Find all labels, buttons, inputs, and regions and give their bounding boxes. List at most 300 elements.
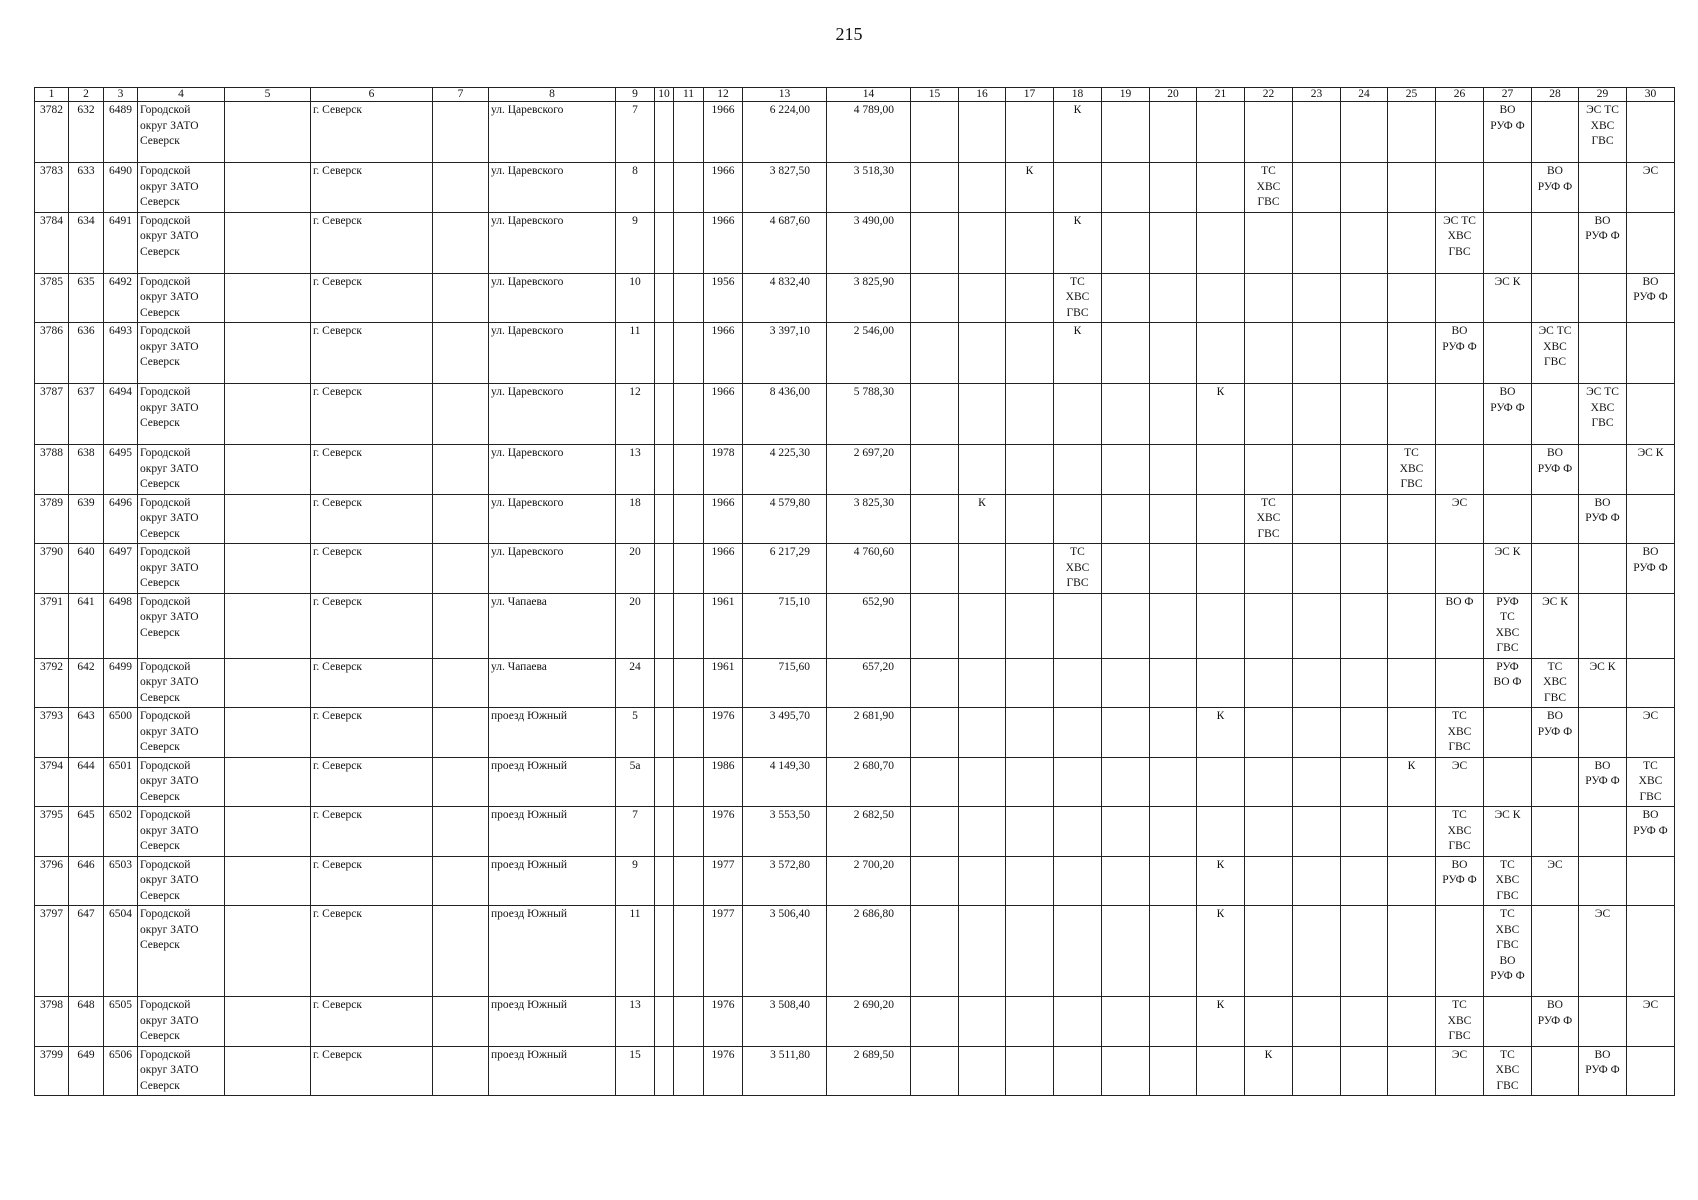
work-type-cell-29: ВО РУФ Ф [1579, 212, 1627, 273]
house-number-cell: 20 [616, 544, 655, 594]
column-10-cell [655, 856, 674, 906]
work-type-cell-24 [1341, 1046, 1388, 1096]
column-5-cell [225, 323, 311, 384]
work-type-cell-27 [1484, 163, 1532, 213]
table-row [35, 163, 1675, 213]
work-type-cell-29 [1579, 273, 1627, 323]
record-id-cell: 6489 [104, 102, 138, 163]
work-type-cell-23 [1293, 593, 1341, 658]
column-11-cell [674, 997, 704, 1047]
work-type-cell-20 [1150, 757, 1197, 807]
table-row [35, 273, 1675, 323]
column-11-cell [674, 323, 704, 384]
work-type-cell-21: К [1197, 708, 1245, 758]
work-type-cell-18 [1054, 757, 1102, 807]
record-id-cell: 6498 [104, 593, 138, 658]
work-type-cell-21 [1197, 1046, 1245, 1096]
row-number-cell: 3797 [35, 906, 69, 997]
total-area-cell: 3 553,50 [743, 807, 827, 857]
work-type-cell-17 [1006, 658, 1054, 708]
sequence-number-cell: 638 [69, 445, 104, 495]
work-type-cell-27 [1484, 708, 1532, 758]
record-id-cell: 6503 [104, 856, 138, 906]
column-7-cell [433, 593, 489, 658]
column-number-13: 13 [743, 88, 827, 102]
work-type-cell-21 [1197, 102, 1245, 163]
work-type-cell-28 [1532, 906, 1579, 997]
settlement-cell: г. Северск [311, 494, 433, 544]
work-type-cell-25: ТС ХВС ГВС [1388, 445, 1436, 495]
record-id-cell: 6493 [104, 323, 138, 384]
work-type-cell-25 [1388, 384, 1436, 445]
work-type-cell-16 [959, 1046, 1006, 1096]
work-type-cell-30: ЭС [1627, 997, 1675, 1047]
house-number-cell: 12 [616, 384, 655, 445]
house-number-cell: 13 [616, 445, 655, 495]
year-built-cell: 1961 [704, 593, 743, 658]
work-type-cell-27: РУФ ВО Ф [1484, 658, 1532, 708]
column-11-cell [674, 757, 704, 807]
work-type-cell-21: К [1197, 997, 1245, 1047]
column-number-5: 5 [225, 88, 311, 102]
street-cell: проезд Южный [489, 807, 616, 857]
work-type-cell-20 [1150, 906, 1197, 997]
street-cell: проезд Южный [489, 997, 616, 1047]
total-area-cell: 4 225,30 [743, 445, 827, 495]
work-type-cell-20 [1150, 856, 1197, 906]
work-type-cell-22 [1245, 807, 1293, 857]
work-type-cell-15 [911, 494, 959, 544]
column-11-cell [674, 1046, 704, 1096]
work-type-cell-30: ВО РУФ Ф [1627, 273, 1675, 323]
work-type-cell-19 [1102, 445, 1150, 495]
column-10-cell [655, 163, 674, 213]
work-type-cell-29 [1579, 445, 1627, 495]
column-5-cell [225, 708, 311, 758]
municipality-cell: Городской округ ЗАТО Северск [138, 757, 225, 807]
record-id-cell: 6490 [104, 163, 138, 213]
municipality-cell: Городской округ ЗАТО Северск [138, 494, 225, 544]
work-type-cell-22 [1245, 658, 1293, 708]
sequence-number-cell: 635 [69, 273, 104, 323]
total-area-cell: 3 827,50 [743, 163, 827, 213]
living-area-cell: 2 546,00 [827, 323, 911, 384]
column-7-cell [433, 757, 489, 807]
work-type-cell-19 [1102, 212, 1150, 273]
total-area-cell: 715,10 [743, 593, 827, 658]
work-type-cell-26 [1436, 544, 1484, 594]
column-10-cell [655, 658, 674, 708]
work-type-cell-17 [1006, 1046, 1054, 1096]
work-type-cell-17 [1006, 708, 1054, 758]
row-number-cell: 3785 [35, 273, 69, 323]
column-5-cell [225, 593, 311, 658]
work-type-cell-23 [1293, 757, 1341, 807]
living-area-cell: 2 686,80 [827, 906, 911, 997]
street-cell: ул. Царевского [489, 544, 616, 594]
work-type-cell-25 [1388, 593, 1436, 658]
work-type-cell-24 [1341, 445, 1388, 495]
work-type-cell-27 [1484, 445, 1532, 495]
work-type-cell-28 [1532, 273, 1579, 323]
table-row [35, 544, 1675, 594]
row-number-cell: 3791 [35, 593, 69, 658]
work-type-cell-30 [1627, 323, 1675, 384]
work-type-cell-16 [959, 273, 1006, 323]
work-type-cell-25: К [1388, 757, 1436, 807]
column-7-cell [433, 163, 489, 213]
column-10-cell [655, 323, 674, 384]
work-type-cell-16 [959, 163, 1006, 213]
work-type-cell-26 [1436, 384, 1484, 445]
work-type-cell-15 [911, 906, 959, 997]
settlement-cell: г. Северск [311, 658, 433, 708]
municipality-cell: Городской округ ЗАТО Северск [138, 593, 225, 658]
work-type-cell-18 [1054, 593, 1102, 658]
work-type-cell-28 [1532, 807, 1579, 857]
column-10-cell [655, 273, 674, 323]
work-type-cell-22 [1245, 384, 1293, 445]
street-cell: ул. Царевского [489, 212, 616, 273]
municipality-cell: Городской округ ЗАТО Северск [138, 212, 225, 273]
column-number-21: 21 [1197, 88, 1245, 102]
living-area-cell: 2 682,50 [827, 807, 911, 857]
municipality-cell: Городской округ ЗАТО Северск [138, 906, 225, 997]
municipality-cell: Городской округ ЗАТО Северск [138, 708, 225, 758]
column-10-cell [655, 445, 674, 495]
work-type-cell-16 [959, 544, 1006, 594]
column-7-cell [433, 323, 489, 384]
work-type-cell-17 [1006, 273, 1054, 323]
street-cell: ул. Царевского [489, 163, 616, 213]
row-number-cell: 3789 [35, 494, 69, 544]
work-type-cell-26: ЭС [1436, 494, 1484, 544]
work-type-cell-26: ВО Ф [1436, 593, 1484, 658]
work-type-cell-29 [1579, 807, 1627, 857]
column-number-23: 23 [1293, 88, 1341, 102]
work-type-cell-15 [911, 807, 959, 857]
living-area-cell: 2 697,20 [827, 445, 911, 495]
work-type-cell-30: ЭС К [1627, 445, 1675, 495]
settlement-cell: г. Северск [311, 544, 433, 594]
work-type-cell-22 [1245, 544, 1293, 594]
settlement-cell: г. Северск [311, 163, 433, 213]
total-area-cell: 3 397,10 [743, 323, 827, 384]
work-type-cell-26: ТС ХВС ГВС [1436, 997, 1484, 1047]
work-type-cell-22 [1245, 212, 1293, 273]
column-7-cell [433, 1046, 489, 1096]
column-number-3: 3 [104, 88, 138, 102]
work-type-cell-27 [1484, 323, 1532, 384]
work-type-cell-17: К [1006, 163, 1054, 213]
municipality-cell: Городской округ ЗАТО Северск [138, 1046, 225, 1096]
work-type-cell-27: ТС ХВС ГВС ВО РУФ Ф [1484, 906, 1532, 997]
work-type-cell-28 [1532, 102, 1579, 163]
year-built-cell: 1966 [704, 384, 743, 445]
column-number-11: 11 [674, 88, 704, 102]
work-type-cell-19 [1102, 544, 1150, 594]
column-number-row [35, 88, 1675, 102]
work-type-cell-24 [1341, 273, 1388, 323]
total-area-cell: 4 832,40 [743, 273, 827, 323]
work-type-cell-28: ВО РУФ Ф [1532, 163, 1579, 213]
record-id-cell: 6497 [104, 544, 138, 594]
table-row [35, 856, 1675, 906]
work-type-cell-19 [1102, 997, 1150, 1047]
work-type-cell-19 [1102, 593, 1150, 658]
settlement-cell: г. Северск [311, 906, 433, 997]
work-type-cell-27: ЭС К [1484, 273, 1532, 323]
street-cell: ул. Царевского [489, 494, 616, 544]
sequence-number-cell: 632 [69, 102, 104, 163]
living-area-cell: 3 490,00 [827, 212, 911, 273]
house-number-cell: 20 [616, 593, 655, 658]
living-area-cell: 657,20 [827, 658, 911, 708]
street-cell: ул. Царевского [489, 384, 616, 445]
municipality-cell: Городской округ ЗАТО Северск [138, 997, 225, 1047]
work-type-cell-20 [1150, 163, 1197, 213]
row-number-cell: 3793 [35, 708, 69, 758]
total-area-cell: 3 572,80 [743, 856, 827, 906]
work-type-cell-16 [959, 906, 1006, 997]
column-number-16: 16 [959, 88, 1006, 102]
column-5-cell [225, 384, 311, 445]
work-type-cell-19 [1102, 273, 1150, 323]
table-row [35, 323, 1675, 384]
work-type-cell-18: ТС ХВС ГВС [1054, 273, 1102, 323]
municipality-cell: Городской округ ЗАТО Северск [138, 323, 225, 384]
work-type-cell-20 [1150, 807, 1197, 857]
sequence-number-cell: 646 [69, 856, 104, 906]
work-type-cell-26: ВО РУФ Ф [1436, 856, 1484, 906]
settlement-cell: г. Северск [311, 445, 433, 495]
work-type-cell-18: К [1054, 212, 1102, 273]
work-type-cell-29 [1579, 163, 1627, 213]
work-type-cell-15 [911, 212, 959, 273]
row-number-cell: 3783 [35, 163, 69, 213]
work-type-cell-15 [911, 757, 959, 807]
work-type-cell-15 [911, 997, 959, 1047]
table-row [35, 384, 1675, 445]
total-area-cell: 4 687,60 [743, 212, 827, 273]
street-cell: проезд Южный [489, 1046, 616, 1096]
work-type-cell-22 [1245, 708, 1293, 758]
work-type-cell-16 [959, 445, 1006, 495]
living-area-cell: 2 690,20 [827, 997, 911, 1047]
work-type-cell-26 [1436, 906, 1484, 997]
sequence-number-cell: 634 [69, 212, 104, 273]
table-row [35, 708, 1675, 758]
work-type-cell-29: ВО РУФ Ф [1579, 494, 1627, 544]
street-cell: ул. Царевского [489, 102, 616, 163]
work-type-cell-23 [1293, 494, 1341, 544]
total-area-cell: 3 495,70 [743, 708, 827, 758]
work-type-cell-16 [959, 102, 1006, 163]
street-cell: проезд Южный [489, 906, 616, 997]
work-type-cell-19 [1102, 906, 1150, 997]
house-number-cell: 5а [616, 757, 655, 807]
column-10-cell [655, 544, 674, 594]
work-type-cell-18 [1054, 163, 1102, 213]
house-number-cell: 7 [616, 807, 655, 857]
work-type-cell-29 [1579, 708, 1627, 758]
column-number-30: 30 [1627, 88, 1675, 102]
work-type-cell-21: К [1197, 384, 1245, 445]
year-built-cell: 1977 [704, 856, 743, 906]
column-5-cell [225, 445, 311, 495]
work-type-cell-25 [1388, 997, 1436, 1047]
work-type-cell-16 [959, 384, 1006, 445]
column-5-cell [225, 1046, 311, 1096]
work-type-cell-30 [1627, 102, 1675, 163]
column-11-cell [674, 544, 704, 594]
row-number-cell: 3788 [35, 445, 69, 495]
column-7-cell [433, 384, 489, 445]
record-id-cell: 6506 [104, 1046, 138, 1096]
work-type-cell-18 [1054, 856, 1102, 906]
work-type-cell-25 [1388, 273, 1436, 323]
living-area-cell: 3 825,30 [827, 494, 911, 544]
work-type-cell-15 [911, 273, 959, 323]
work-type-cell-23 [1293, 856, 1341, 906]
work-type-cell-27: ВО РУФ Ф [1484, 384, 1532, 445]
work-type-cell-26: ВО РУФ Ф [1436, 323, 1484, 384]
work-type-cell-26 [1436, 163, 1484, 213]
work-type-cell-16 [959, 708, 1006, 758]
column-number-20: 20 [1150, 88, 1197, 102]
work-type-cell-20 [1150, 212, 1197, 273]
work-type-cell-29: ВО РУФ Ф [1579, 1046, 1627, 1096]
work-type-cell-18 [1054, 807, 1102, 857]
work-type-cell-27: ЭС К [1484, 807, 1532, 857]
work-type-cell-24 [1341, 544, 1388, 594]
work-type-cell-17 [1006, 102, 1054, 163]
street-cell: проезд Южный [489, 856, 616, 906]
work-type-cell-24 [1341, 212, 1388, 273]
column-11-cell [674, 494, 704, 544]
column-11-cell [674, 273, 704, 323]
work-type-cell-23 [1293, 906, 1341, 997]
total-area-cell: 3 506,40 [743, 906, 827, 997]
column-number-17: 17 [1006, 88, 1054, 102]
work-type-cell-18: К [1054, 102, 1102, 163]
column-10-cell [655, 757, 674, 807]
house-number-cell: 13 [616, 997, 655, 1047]
column-number-2: 2 [69, 88, 104, 102]
sequence-number-cell: 641 [69, 593, 104, 658]
column-5-cell [225, 273, 311, 323]
work-type-cell-19 [1102, 323, 1150, 384]
column-11-cell [674, 658, 704, 708]
column-number-29: 29 [1579, 88, 1627, 102]
settlement-cell: г. Северск [311, 273, 433, 323]
work-type-cell-17 [1006, 384, 1054, 445]
house-number-cell: 11 [616, 323, 655, 384]
work-type-cell-27 [1484, 212, 1532, 273]
work-type-cell-21 [1197, 494, 1245, 544]
settlement-cell: г. Северск [311, 708, 433, 758]
sequence-number-cell: 636 [69, 323, 104, 384]
house-number-cell: 18 [616, 494, 655, 544]
column-7-cell [433, 102, 489, 163]
sequence-number-cell: 649 [69, 1046, 104, 1096]
work-type-cell-24 [1341, 757, 1388, 807]
municipality-cell: Городской округ ЗАТО Северск [138, 807, 225, 857]
work-type-cell-29: ЭС [1579, 906, 1627, 997]
work-type-cell-25 [1388, 1046, 1436, 1096]
total-area-cell: 3 511,80 [743, 1046, 827, 1096]
year-built-cell: 1977 [704, 906, 743, 997]
work-type-cell-25 [1388, 708, 1436, 758]
column-7-cell [433, 856, 489, 906]
work-type-cell-20 [1150, 593, 1197, 658]
work-type-cell-21 [1197, 163, 1245, 213]
work-type-cell-18 [1054, 494, 1102, 544]
work-type-cell-25 [1388, 658, 1436, 708]
row-number-cell: 3784 [35, 212, 69, 273]
work-type-cell-23 [1293, 807, 1341, 857]
municipality-cell: Городской округ ЗАТО Северск [138, 163, 225, 213]
column-11-cell [674, 163, 704, 213]
table-row [35, 906, 1675, 997]
column-number-12: 12 [704, 88, 743, 102]
work-type-cell-28: ТС ХВС ГВС [1532, 658, 1579, 708]
column-11-cell [674, 708, 704, 758]
work-type-cell-22 [1245, 102, 1293, 163]
year-built-cell: 1966 [704, 544, 743, 594]
work-type-cell-22: ТС ХВС ГВС [1245, 494, 1293, 544]
row-number-cell: 3792 [35, 658, 69, 708]
work-type-cell-19 [1102, 1046, 1150, 1096]
column-11-cell [674, 102, 704, 163]
record-id-cell: 6496 [104, 494, 138, 544]
work-type-cell-26: ЭС ТС ХВС ГВС [1436, 212, 1484, 273]
work-type-cell-19 [1102, 163, 1150, 213]
work-type-cell-21 [1197, 445, 1245, 495]
work-type-cell-23 [1293, 1046, 1341, 1096]
year-built-cell: 1976 [704, 708, 743, 758]
column-number-25: 25 [1388, 88, 1436, 102]
column-number-15: 15 [911, 88, 959, 102]
work-type-cell-15 [911, 102, 959, 163]
work-type-cell-15 [911, 323, 959, 384]
column-11-cell [674, 445, 704, 495]
work-type-cell-19 [1102, 757, 1150, 807]
work-type-cell-30 [1627, 856, 1675, 906]
work-type-cell-26 [1436, 445, 1484, 495]
total-area-cell: 715,60 [743, 658, 827, 708]
work-type-cell-17 [1006, 445, 1054, 495]
total-area-cell: 6 217,29 [743, 544, 827, 594]
table-row [35, 494, 1675, 544]
sequence-number-cell: 648 [69, 997, 104, 1047]
table-row [35, 997, 1675, 1047]
work-type-cell-29: ВО РУФ Ф [1579, 757, 1627, 807]
row-number-cell: 3790 [35, 544, 69, 594]
record-id-cell: 6505 [104, 997, 138, 1047]
living-area-cell: 2 700,20 [827, 856, 911, 906]
work-type-cell-24 [1341, 494, 1388, 544]
work-type-cell-21: К [1197, 906, 1245, 997]
street-cell: ул. Чапаева [489, 658, 616, 708]
record-id-cell: 6491 [104, 212, 138, 273]
year-built-cell: 1956 [704, 273, 743, 323]
column-7-cell [433, 807, 489, 857]
work-type-cell-28: ЭС К [1532, 593, 1579, 658]
work-type-cell-25 [1388, 856, 1436, 906]
record-id-cell: 6501 [104, 757, 138, 807]
column-number-14: 14 [827, 88, 911, 102]
